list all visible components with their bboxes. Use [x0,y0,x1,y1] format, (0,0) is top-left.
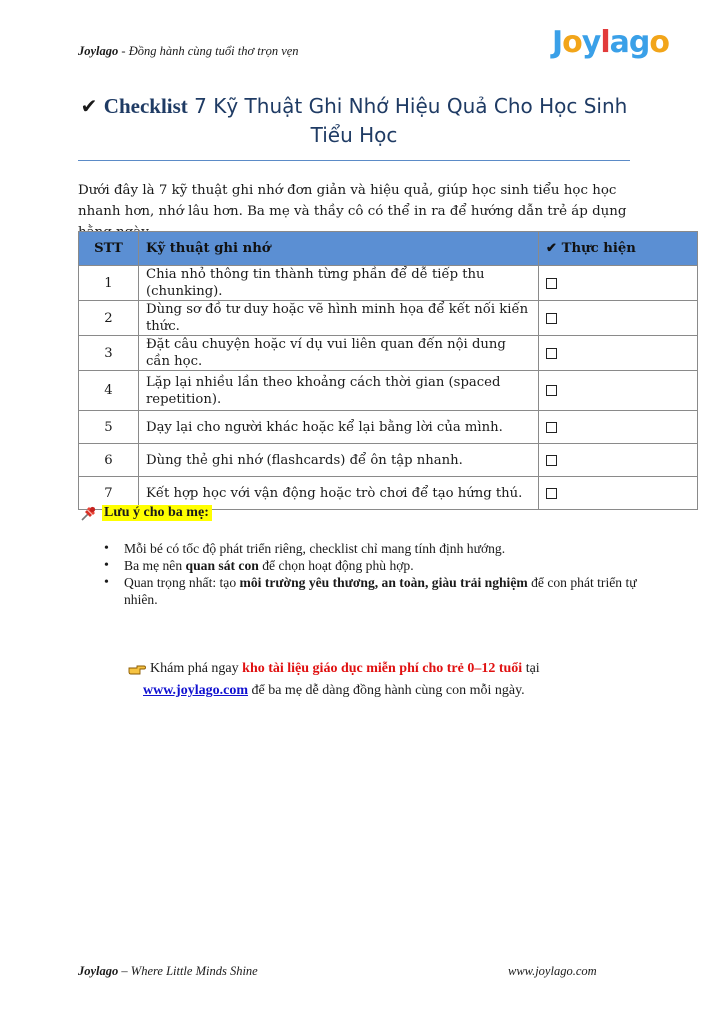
footer-brand: Joylago [78,964,119,978]
row-checkbox-cell [539,477,698,510]
row-checkbox-cell [539,371,698,411]
title-strong: Checklist [103,94,188,118]
pointing-hand-icon [128,663,146,675]
logo-letter: a [609,25,629,60]
col-header-stt: STT [79,232,139,266]
row-checkbox-cell [539,336,698,371]
row-checkbox-cell [539,444,698,477]
checkbox[interactable] [546,348,557,359]
notes-heading [80,504,212,522]
call-to-action [128,658,628,702]
row-technique: Dùng thẻ ghi nhớ (flashcards) để ôn tập nhanh. [139,444,539,477]
table-header-row [79,232,698,266]
notes-list [104,540,644,608]
note-text: Mỗi bé có tốc độ phát triển riêng, checklist chỉ mang tính định hướng. [124,541,506,556]
note-text: để con phát triển tự nhiên. [124,575,637,607]
list-item [104,540,644,557]
note-text: Ba mẹ nên [124,558,186,573]
footer-slogan [78,964,258,979]
intro-paragraph: Dưới đây là 7 kỹ thuật ghi nhớ đơn giản và hiệu quả, giúp học sinh tiểu học học nhanh hơn, nhớ lâu hơn. Ba mẹ và thầy cô có thể in ra để hướng dẫn trẻ áp dụng [78,183,627,219]
pushpin-icon [80,504,98,522]
row-technique: Chia nhỏ thông tin thành từng phần để dễ tiếp thu (chunking). [139,266,539,301]
checkmark-icon: ✔ [80,94,98,118]
row-number: 7 [79,477,139,510]
cta-pre: Khám phá ngay [150,661,243,676]
logo-letter: o [649,25,670,60]
row-technique: Lặp lại nhiều lần theo khoảng cách thời gian (spaced repetition). [139,371,539,411]
title-divider [78,160,630,161]
list-item [104,574,644,608]
logo-letter: l [600,25,610,60]
row-number: 5 [79,411,139,444]
cta-post2: để ba mẹ dễ dàng đồng hành cùng con mỗi ngày. [248,683,525,698]
checkbox[interactable] [546,313,557,324]
footer-slogan-text: – Where Little Minds Shine [118,964,258,978]
note-text: Quan trọng nhất: tạo [124,575,240,590]
logo-letter: J [552,25,563,60]
page-header [78,44,299,59]
table-row [79,371,698,411]
table-row [79,301,698,336]
row-checkbox-cell [539,266,698,301]
note-text: để chọn hoạt động phù hợp. [258,558,414,573]
col-header-technique: Kỹ thuật ghi nhớ [139,232,539,266]
checkbox[interactable] [546,385,557,396]
checkbox[interactable] [546,422,557,433]
checklist-table [78,231,698,510]
list-item [104,557,644,574]
note-bold: môi trường yêu thương, an toàn, giàu trải nghiệm [239,575,528,590]
checkbox[interactable] [546,278,557,289]
table-row [79,444,698,477]
logo-letter: y [581,25,601,60]
row-number: 1 [79,266,139,301]
row-checkbox-cell [539,411,698,444]
note-bold: quan sát con [185,558,259,573]
row-number: 2 [79,301,139,336]
row-technique: Dùng sơ đồ tư duy hoặc vẽ hình minh họa để kết nối kiến thức. [139,301,539,336]
joylago-logo [552,24,669,60]
cta-post: tại [522,661,540,676]
logo-letter: g [628,25,650,60]
row-checkbox-cell [539,301,698,336]
notes-title: Lưu ý cho ba mẹ: [102,505,212,521]
header-tagline: - Đồng hành cùng tuổi thơ trọn vẹn [118,44,299,58]
table-row [79,336,698,371]
table-row [79,266,698,301]
logo-letter: o [562,25,582,60]
checkbox[interactable] [546,455,557,466]
page-title [78,92,630,150]
website-link[interactable]: www.joylago.com [143,683,248,698]
title-rest-line2: Tiểu Học [310,123,398,147]
col-header-done: ✔ Thực hiện [539,232,698,266]
title-rest-line1: 7 Kỹ Thuật Ghi Nhớ Hiệu Quả Cho Học Sinh [187,94,628,118]
row-technique: Dạy lại cho người khác hoặc kể lại bằng lời của mình. [139,411,539,444]
row-number: 3 [79,336,139,371]
row-number: 6 [79,444,139,477]
row-technique: Kết hợp học với vận động hoặc trò chơi để tạo hứng thú. [139,477,539,510]
cta-highlight: kho tài liệu giáo dục miễn phí cho trẻ 0–12 tuổi [242,661,523,676]
row-number: 4 [79,371,139,411]
footer-url: www.joylago.com [508,964,597,978]
table-row [79,411,698,444]
checkbox[interactable] [546,488,557,499]
header-brand: Joylago [78,44,119,58]
row-technique: Đặt câu chuyện hoặc ví dụ vui liên quan đến nội dung cần học. [139,336,539,371]
